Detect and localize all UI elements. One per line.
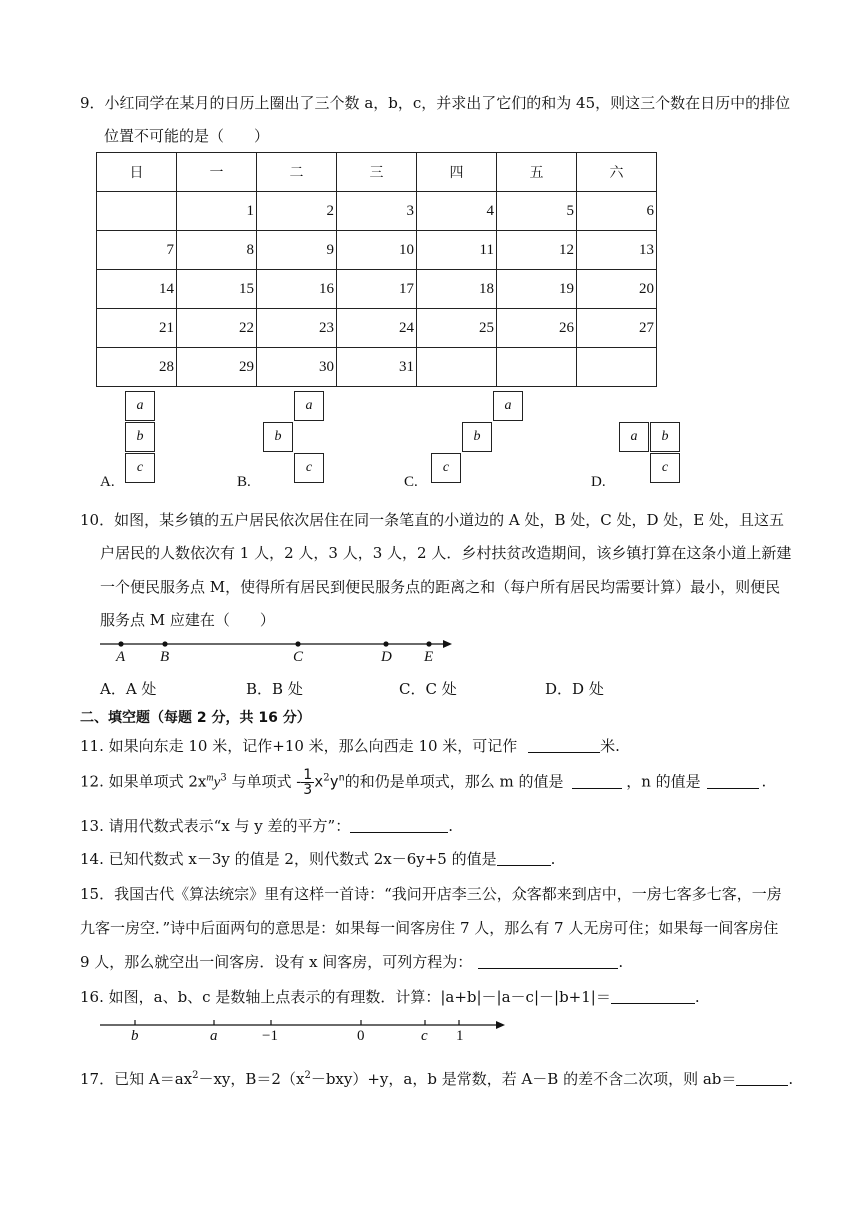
q17-part1: 17．已知 A＝ax xyxy=(80,1070,193,1088)
q17-part3: －bxy）+y，a，b 是常数，若 A－B 的差不含二次项，则 ab＝ xyxy=(310,1070,737,1088)
calendar-header: 二 xyxy=(257,153,337,192)
q16-text: 16. 如图，a、b、c 是数轴上点表示的有理数．计算：|a+b|－|a－c|－|b+1|＝ xyxy=(80,988,611,1006)
axis-label-0: 0 xyxy=(357,1028,365,1044)
q15-line3-text: 9 人，那么就空出一间客房．设有 x 间客房，可列方程为： xyxy=(80,953,473,971)
fraction xyxy=(301,768,314,797)
answer-blank xyxy=(707,774,759,789)
calendar-header: 四 xyxy=(417,153,497,192)
box-a: a xyxy=(619,422,649,452)
option-letter-a: A. xyxy=(100,474,115,490)
q10-option-d: D．D 处 xyxy=(545,680,604,698)
calendar-cell: 6 xyxy=(577,192,657,231)
q16 xyxy=(80,986,700,1007)
q12-prefix: 12. 如果单项式 2x xyxy=(80,772,207,791)
answer-blank xyxy=(497,851,551,866)
calendar-cell: 5 xyxy=(497,192,577,231)
calendar-cell: 27 xyxy=(577,309,657,348)
calendar-cell: 1 xyxy=(177,192,257,231)
calendar-cell: 3 xyxy=(337,192,417,231)
q15-line2: 九客一房空．”诗中后面两句的意思是：如果每一间客房住 7 人，那么有 7 人无房可住；如果每一间客房住 xyxy=(80,919,779,937)
answer-blank xyxy=(572,774,622,789)
q10-line2: 户居民的人数依次有 1 人，2 人，3 人，3 人，2 人．乡村扶贫改造期间，该乡镇打算在这条小道上新建 xyxy=(100,544,792,562)
axis-label-a: a xyxy=(210,1028,218,1044)
axis-label-1: 1 xyxy=(456,1028,464,1044)
calendar-cell: 24 xyxy=(337,309,417,348)
q10-option-a: A．A 处 xyxy=(100,680,157,698)
box-a: a xyxy=(294,391,324,421)
calendar-cell: 22 xyxy=(177,309,257,348)
q12-tail1: 的和仍是单项式，那么 m 的值是 xyxy=(344,772,564,791)
calendar-cell: 9 xyxy=(257,231,337,270)
point-label-b: B xyxy=(160,649,170,665)
option-letter-c: C. xyxy=(404,474,418,490)
axis-label-b: b xyxy=(131,1028,139,1044)
box-a: a xyxy=(125,391,155,421)
calendar-cell: 21 xyxy=(97,309,177,348)
q11-text: 11. 如果向东走 10 米，记作+10 米，那么向西走 10 米，可记作 xyxy=(80,737,518,755)
calendar-cell: 25 xyxy=(417,309,497,348)
fraction-denominator: 3 xyxy=(303,782,313,798)
calendar-cell: 23 xyxy=(257,309,337,348)
calendar-cell: 31 xyxy=(337,348,417,387)
calendar-cell: 29 xyxy=(177,348,257,387)
q9-line2: 位置不可能的是（ ） xyxy=(104,127,270,145)
point-label-a: A xyxy=(116,649,126,665)
q10-option-b: B．B 处 xyxy=(246,680,303,698)
option-letter-d: D. xyxy=(591,474,606,490)
q16-end: . xyxy=(694,988,700,1006)
calendar-header: 五 xyxy=(497,153,577,192)
calendar-cell: 26 xyxy=(497,309,577,348)
calendar-header: 六 xyxy=(577,153,657,192)
q13 xyxy=(80,815,453,836)
q11-suffix: 米. xyxy=(600,737,620,755)
q17-part2: －xy，B＝2（x xyxy=(198,1070,305,1088)
q10-line1: 10．如图，某乡镇的五户居民依次居住在同一条笔直的小道边的 A 处，B 处，C 处，D 处，E 处，且这五 xyxy=(80,511,785,529)
q17-exp1: 2 xyxy=(192,1070,199,1081)
calendar-cell: 13 xyxy=(577,231,657,270)
calendar-cell: 10 xyxy=(337,231,417,270)
calendar-cell: 30 xyxy=(257,348,337,387)
box-c: c xyxy=(125,453,155,483)
q12 xyxy=(80,768,766,797)
q13-text: 13. 请用代数式表示“x 与 y 差的平方”： xyxy=(80,817,351,835)
q10-option-c: C．C 处 xyxy=(399,680,457,698)
calendar-cell: 7 xyxy=(97,231,177,270)
q14-text: 14. 已知代数式 x－3y 的值是 2，则代数式 2x－6y+5 的值是 xyxy=(80,850,497,868)
section-title: 二、填空题（每题 2 分，共 16 分） xyxy=(80,710,311,726)
point-label-e: E xyxy=(424,649,434,665)
q15-line1: 15．我国古代《算法统宗》里有这样一首诗：“我问开店李三公，众客都来到店中，一房七客多七客，一房 xyxy=(80,885,782,903)
calendar-cell: 2 xyxy=(257,192,337,231)
q14-end: . xyxy=(550,850,556,868)
axis-label-neg1: −1 xyxy=(262,1028,278,1044)
q17 xyxy=(80,1068,793,1089)
answer-blank xyxy=(478,954,618,969)
q12-tail2: ，n 的值是 xyxy=(626,772,701,791)
q17-end: . xyxy=(788,1070,794,1088)
calendar-cell: 12 xyxy=(497,231,577,270)
q10-line3: 一个便民服务点 M，使得所有居民到便民服务点的距离之和（每户所有居民均需要计算）最小，则便民 xyxy=(100,578,781,596)
q12-exp-m: m xyxy=(206,772,214,784)
calendar-cell: 14 xyxy=(97,270,177,309)
point-label-d: D xyxy=(381,649,392,665)
calendar-cell: 19 xyxy=(497,270,577,309)
q12-x: x xyxy=(314,772,324,791)
q14 xyxy=(80,848,555,869)
q12-y2: y xyxy=(329,772,339,791)
option-letter-b: B. xyxy=(237,474,251,490)
box-c: c xyxy=(650,453,680,483)
q12-y: y xyxy=(213,774,221,791)
box-c: c xyxy=(294,453,324,483)
q12-end: . xyxy=(761,772,767,791)
box-c: c xyxy=(431,453,461,483)
q10-line4: 服务点 M 应建在（ ） xyxy=(100,611,275,629)
box-b: b xyxy=(125,422,155,452)
answer-blank xyxy=(350,818,448,833)
q12-exp-3: 3 xyxy=(220,772,227,784)
calendar-cell: 18 xyxy=(417,270,497,309)
box-a: a xyxy=(493,391,523,421)
calendar-cell: 15 xyxy=(177,270,257,309)
calendar-header: 日 xyxy=(97,153,177,192)
q12-exp-2: 2 xyxy=(323,772,330,784)
point-label-c: C xyxy=(293,649,304,665)
q15-end: . xyxy=(618,953,624,971)
answer-blank xyxy=(611,989,695,1004)
q17-exp2: 2 xyxy=(304,1070,311,1081)
answer-blank xyxy=(736,1071,788,1086)
q15-line3 xyxy=(80,951,623,972)
axis-label-c: c xyxy=(421,1028,428,1044)
calendar-cell: 16 xyxy=(257,270,337,309)
q13-end: . xyxy=(448,817,453,835)
calendar-header: 一 xyxy=(177,153,257,192)
q12-exp-n: n xyxy=(338,772,345,784)
calendar-cell: 17 xyxy=(337,270,417,309)
box-b: b xyxy=(263,422,293,452)
q9-line1: 9．小红同学在某月的日历上圈出了三个数 a，b，c，并求出了它们的和为 45，则这三个数在日历中的排位 xyxy=(80,94,791,112)
calendar-cell: 28 xyxy=(97,348,177,387)
calendar-cell: 20 xyxy=(577,270,657,309)
calendar-cell: 4 xyxy=(417,192,497,231)
calendar-header: 三 xyxy=(337,153,417,192)
calendar-cell: 8 xyxy=(177,231,257,270)
q12-mid: 与单项式 - xyxy=(226,772,302,791)
box-b: b xyxy=(650,422,680,452)
box-b: b xyxy=(462,422,492,452)
answer-blank xyxy=(528,738,600,753)
calendar-cell: 11 xyxy=(417,231,497,270)
fraction-numerator: 1 xyxy=(303,767,313,783)
q11 xyxy=(80,735,620,756)
